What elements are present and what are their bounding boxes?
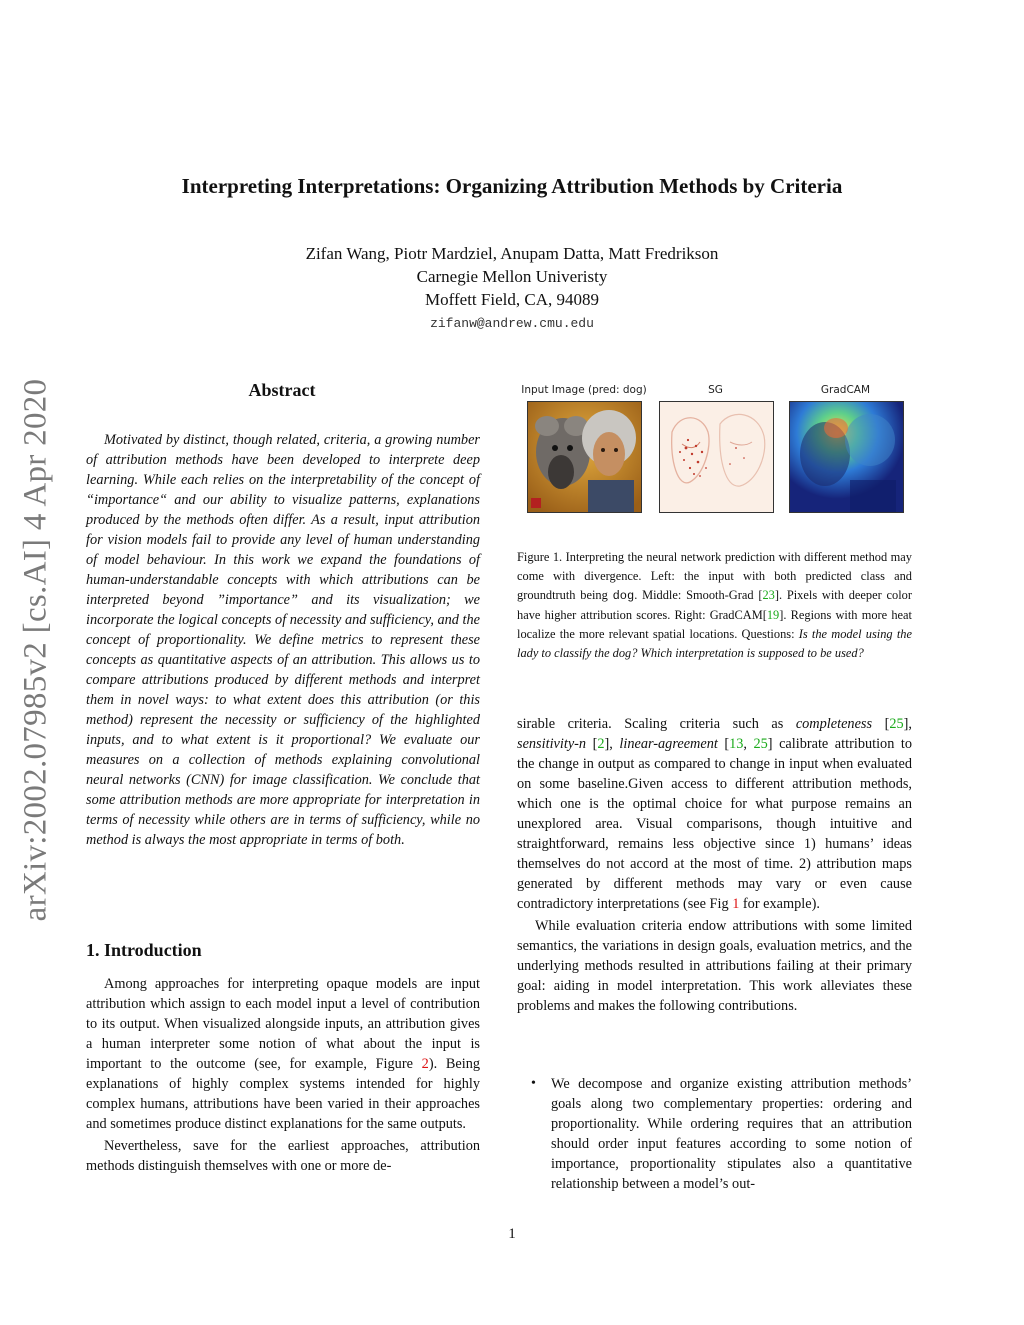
bullet-text: We decompose and organize existing attribution methods’ goals along two complementary properties: ordering and proportionality. While ordering requires that an attribution should order input features according to some notion of importance, proportionality stipulates also a quantitative relationship between a model’s out- [551,1076,912,1192]
page-number: 1 [508,1226,516,1242]
panel-label-sg: SG [708,384,723,396]
intro-paragraph-2: Nevertheless, save for the earliest approaches, attribution methods distinguish themselves with one or more de- [86,1138,480,1174]
citation-link[interactable]: 19 [766,608,780,622]
contribution-bullet [517,1074,912,1194]
paper-title: Interpreting Interpretations: Organizing Attribution Methods by Criteria [181,174,843,198]
input-image [527,401,642,513]
citation-link[interactable]: 23 [762,588,775,602]
introduction-heading: 1. Introduction [86,940,202,960]
abstract-text: Motivated by distinct, though related, criteria, a growing number of attribution methods have been developed to interprete deep learning. While each relies on the interpretability of the concept of “importance“ and our ability to visualize patterns, explanations produced by the methods often differ. As a result, input attribution for vision models fail to provide any level of human understanding of model behaviour. In this work we expand the foundations of human-understandable concepts with which attributions can be interpreted beyond ”importance” and its visualization; we incorporate the logical concepts of necessity and sufficiency, and the concept of proportionality. We define metrics to represent these concepts as quantitative aspects of an attribution. This allows us to compare attributions produced by different methods and interpret them in novel ways: to what extent does this attribution (or this method) represent the necessity or sufficiency of the highlighted inputs, and to what extent is it proportional? We evaluate our measures on a collection of methods explaining convolutional neural networks (CNN) for image classification. We conclude that some attribution methods are more appropriate for interpretation in terms of necessity while others are in terms of sufficiency, while no method is always the most appropriate in terms of both. [86,432,480,848]
figure-1-caption: Figure 1. Interpreting the neural network prediction with different method may come with divergence. Left: the input with both predicted class and groundtruth being dog. Middle: Smooth-Grad [23]. Pixels with deeper color have higher attribution scores. Right: GradCAM[19]. Regions with more heat localize the more relevant spatial locations. Questions: Is the model using the lady to classify the dog? Which interpretation is supposed to be used? [517,550,912,660]
right-paragraph-1: sirable criteria. Scaling criteria such as completeness [25], sensitivity-n [2], linear-agreement [13, 25] calibrate attribution to the change in output as compared to change in input when evaluated on some baseline.Given access to different attribution methods, which one is the optimal choice for what purpose remains an unexplored area. Visual comparisons, though intuitive and straightforward, remains less objective since 1) humans’ ideas themselves do not accord at the most of time. 2) attribution maps generated by different methods may vary or even cause contradictory interpretations (see Fig 1 for example). [517,716,912,912]
right-column-body [517,714,912,1016]
gradcam-graphic [790,402,903,512]
right-paragraph-2: While evaluation criteria endow attributions with some limited semantics, the variations in design goals, evaluation metrics, and the underlying methods resulted in attributions failing at their primary goal: aiding in model interpretation. This work alleviates these problems and makes the following contributions. [517,918,912,1014]
author-location: Moffett Field, CA, 94089 [425,290,599,309]
citation-link[interactable]: 2 [597,736,605,752]
abstract-body [86,430,480,850]
citation-link[interactable]: 25 [753,736,768,752]
figure-1-link[interactable]: 1 [732,896,740,912]
author-email: zifanw@andrew.cmu.edu [430,316,594,331]
introduction-body [86,974,480,1176]
smoothgrad-graphic [660,402,773,512]
author-block [0,242,1024,311]
panel-label-input: Input Image (pred: dog) [521,384,647,396]
abstract-heading: Abstract [248,380,316,400]
arxiv-stamp-text: arXiv:2002.07985v2 [cs.AI] 4 Apr 2020 [17,378,54,922]
bullet-icon: • [531,1076,536,1091]
input-image-graphic [528,402,641,512]
author-names: Zifan Wang, Piotr Mardziel, Anupam Datta, Matt Fredrikson [305,244,719,263]
panel-label-gradcam: GradCAM [820,384,871,396]
arxiv-stamp [12,370,60,930]
citation-link[interactable]: 25 [889,716,904,732]
smoothgrad-map [659,401,774,513]
citation-link[interactable]: 13 [729,736,744,752]
figure-2-link[interactable]: 2 [421,1056,429,1072]
gradcam-map [789,401,904,513]
intro-paragraph-1: Among approaches for interpreting opaque models are input attribution which assign to each model input a level of contribution to its output. When visualized alongside inputs, an attribution gives a human interpreter some notion of what about the input is important to the outcome (see, for example, Figure 2). Being explanations of highly complex systems intended for highly complex humans, attributions have been varied in their approaches and sometimes produce distinct explanations for the same outputs. [86,976,481,1132]
author-affiliation: Carnegie Mellon Univeristy [416,267,608,286]
figure-1 [517,384,912,514]
